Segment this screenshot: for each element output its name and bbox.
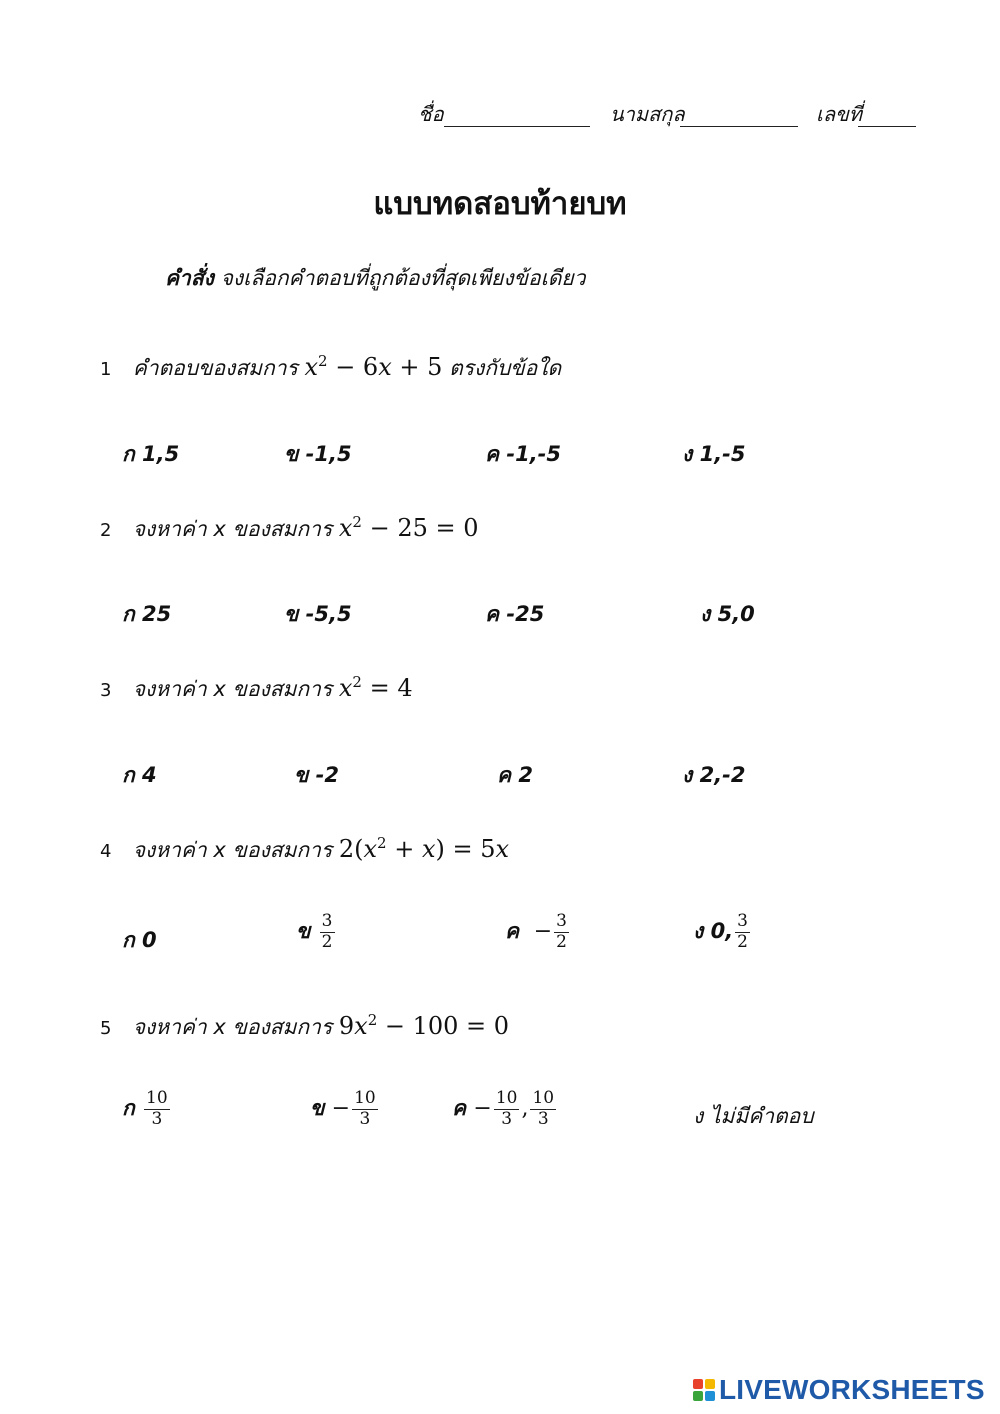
question-number: 5 (100, 1018, 112, 1039)
equation: $2(x^2 + x) = 5x$ (338, 834, 510, 863)
option-1a[interactable]: ก 1,5 (122, 442, 180, 466)
fraction: $\frac{3}{2}$ (556, 911, 567, 952)
number-label: เลขที่ (816, 102, 862, 126)
option-3a[interactable]: ก 4 (122, 763, 157, 787)
instruction-text: จงเลือกคำตอบที่ถูกต้องที่สุดเพียงข้อเดียว (220, 266, 586, 290)
question-number: 2 (100, 520, 112, 541)
option-4b[interactable]: ข $\frac{3}{2}$ (296, 911, 333, 952)
question-5 (100, 1011, 509, 1044)
option-5a[interactable]: ก $\frac{10}{3}$ (122, 1088, 168, 1129)
fraction: $\frac{10}{3}$ (354, 1088, 376, 1129)
question-4 (100, 834, 509, 867)
question-1 (100, 352, 561, 385)
option-1d[interactable]: ง 1,-5 (682, 442, 746, 466)
option-4d[interactable]: ง 0, $\frac{3}{2}$ (693, 911, 748, 952)
question-prefix: จงหาค่า x ของสมการ (132, 1015, 333, 1039)
fraction: $\frac{3}{2}$ (737, 911, 748, 952)
page-title: แบบทดสอบท้ายบท (373, 186, 627, 222)
option-2a[interactable]: ก 25 (122, 602, 172, 626)
name-field[interactable] (444, 126, 590, 127)
option-5b[interactable]: ข − $\frac{10}{3}$ (310, 1088, 376, 1129)
fraction: $\frac{10}{3}$ (532, 1088, 555, 1129)
fraction: $\frac{10}{3}$ (146, 1088, 168, 1129)
option-3d[interactable]: ง 2,-2 (682, 763, 746, 787)
question-number: 4 (100, 841, 112, 862)
logo-text: LIVEWORKSHEETS (719, 1374, 985, 1405)
fraction: $\frac{3}{2}$ (321, 911, 333, 952)
option-5d[interactable]: ง ไม่มีคำตอบ (693, 1104, 814, 1128)
instruction-label: คำสั่ง (165, 266, 214, 290)
option-4a[interactable]: ก 0 (122, 928, 157, 952)
question-3 (100, 673, 413, 706)
option-2c[interactable]: ค -25 (485, 602, 545, 626)
liveworksheets-logo (693, 1374, 985, 1406)
question-suffix: ตรงกับข้อใด (449, 356, 562, 380)
equation: $9x^2 - 100 = 0$ (338, 1011, 510, 1040)
option-3c[interactable]: ค 2 (497, 763, 533, 787)
option-5c[interactable]: ค − $\frac{10}{3}$ , $\frac{10}{3}$ (452, 1088, 555, 1129)
number-field[interactable] (858, 126, 916, 127)
option-1b[interactable]: ข -1,5 (284, 442, 352, 466)
question-2 (100, 513, 479, 546)
question-number: 1 (100, 359, 112, 380)
instruction (165, 262, 586, 295)
name-label: ชื่อ (418, 102, 444, 126)
question-number: 3 (100, 680, 112, 701)
question-prefix: จงหาค่า x ของสมการ (132, 677, 333, 701)
fraction: $\frac{10}{3}$ (495, 1088, 518, 1129)
option-1c[interactable]: ค -1,-5 (485, 442, 562, 466)
equation: $x^2 - 25 = 0$ (338, 513, 479, 542)
option-2b[interactable]: ข -5,5 (284, 602, 352, 626)
option-4c[interactable]: ค − $\frac{3}{2}$ (505, 911, 567, 952)
equation: $x^2 = 4$ (338, 673, 413, 702)
option-3b[interactable]: ข -2 (294, 763, 339, 787)
option-2d[interactable]: ง 5,0 (700, 602, 755, 626)
question-prefix: คำตอบของสมการ (132, 356, 298, 380)
surname-label: นามสกุล (610, 102, 685, 126)
equation: $x^2 - 6x + 5$ (304, 352, 443, 381)
logo-grid-icon (693, 1379, 715, 1401)
surname-field[interactable] (680, 126, 798, 127)
question-prefix: จงหาค่า x ของสมการ (132, 838, 333, 862)
question-prefix: จงหาค่า x ของสมการ (132, 517, 333, 541)
